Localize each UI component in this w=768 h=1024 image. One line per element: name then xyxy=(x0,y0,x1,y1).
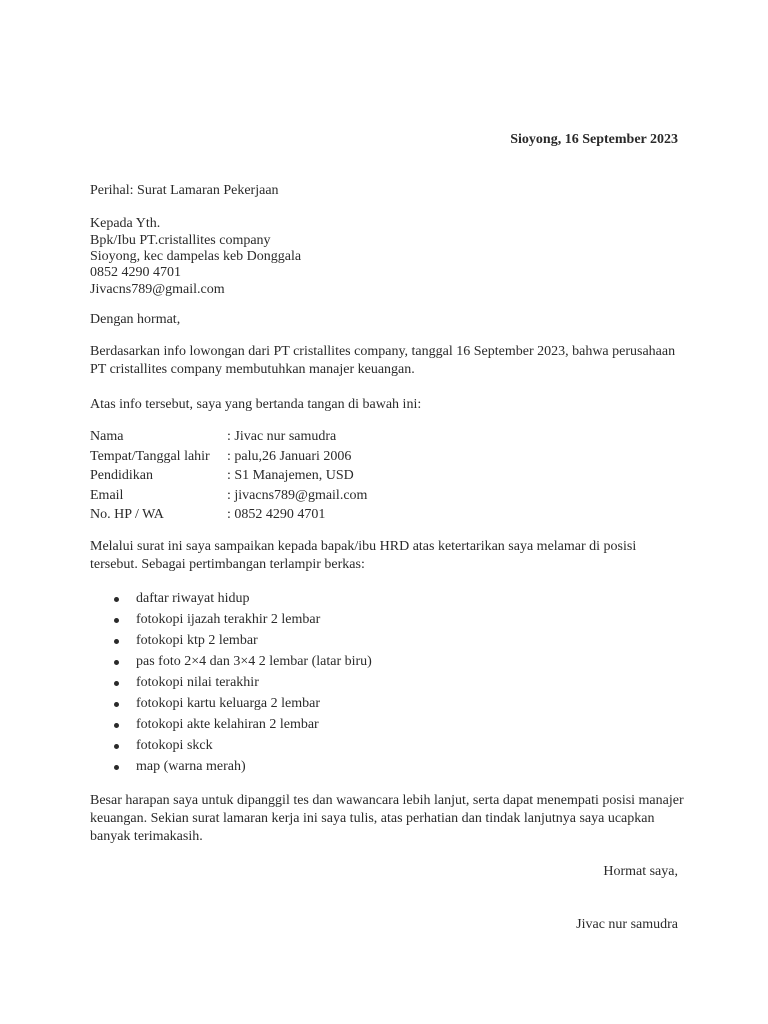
list-item-text: fotokopi ijazah terakhir 2 lembar xyxy=(136,612,321,627)
identity-label: Pendidikan xyxy=(90,468,153,483)
list-item xyxy=(90,737,372,758)
identity-value: : S1 Manajemen, USD xyxy=(227,468,354,483)
identity-label: No. HP / WA xyxy=(90,507,164,522)
identity-value: : jivacns789@gmail.com xyxy=(227,488,368,503)
list-item xyxy=(90,758,372,779)
bullet-icon xyxy=(114,765,119,770)
recipient-line: 0852 4290 4701 xyxy=(90,265,181,280)
list-item-text: fotokopi skck xyxy=(136,738,213,753)
list-item-text: map (warna merah) xyxy=(136,759,246,774)
identity-label: Email xyxy=(90,488,124,503)
bullet-icon xyxy=(114,702,119,707)
bullet-icon xyxy=(114,681,119,686)
list-item-text: fotokopi nilai terakhir xyxy=(136,675,259,690)
recipient-line: Sioyong, kec dampelas keb Donggala xyxy=(90,249,302,264)
identity-value: : Jivac nur samudra xyxy=(227,429,337,444)
attachment-list xyxy=(90,590,372,779)
bullet-icon xyxy=(114,723,119,728)
list-item-text: pas foto 2×4 dan 3×4 2 lembar (latar biru) xyxy=(136,654,372,669)
paragraph-intro: Berdasarkan info lowongan dari PT cristallites company, tanggal 16 September 2023, bahwa perusahaan PT cristallites company membutuhkan manajer keuangan. xyxy=(90,344,676,377)
list-item-text: daftar riwayat hidup xyxy=(136,591,250,606)
recipient-line: Jivacns789@gmail.com xyxy=(90,282,225,297)
recipient-line: Kepada Yth. xyxy=(90,216,161,231)
list-item xyxy=(90,653,372,674)
bullet-icon xyxy=(114,618,119,623)
list-item xyxy=(90,695,372,716)
bullet-icon xyxy=(114,744,119,749)
list-item-text: fotokopi akte kelahiran 2 lembar xyxy=(136,717,319,732)
list-item xyxy=(90,611,372,632)
bullet-icon xyxy=(114,639,119,644)
list-item xyxy=(90,674,372,695)
identity-value: : 0852 4290 4701 xyxy=(227,507,326,522)
list-item xyxy=(90,590,372,611)
list-item-text: fotokopi kartu keluarga 2 lembar xyxy=(136,696,321,711)
recipient-line: Bpk/Ibu PT.cristallites company xyxy=(90,233,271,248)
list-item xyxy=(90,632,372,653)
place-date: Sioyong, 16 September 2023 xyxy=(510,132,678,147)
subject-line: Perihal: Surat Lamaran Pekerjaan xyxy=(90,183,279,198)
identity-label: Tempat/Tanggal lahir xyxy=(90,449,210,464)
list-item xyxy=(90,716,372,737)
list-item-text: fotokopi ktp 2 lembar xyxy=(136,633,258,648)
paragraph-closing: Besar harapan saya untuk dipanggil tes dan wawancara lebih lanjut, serta dapat menempati posisi manajer keuangan. Sekian surat lamaran kerja ini saya tulis, atas perhatian dan tindak lanjutnya saya ucapkan banyak terimakasih. xyxy=(90,793,684,844)
greeting: Dengan hormat, xyxy=(90,312,181,327)
bullet-icon xyxy=(114,597,119,602)
identity-value: : palu,26 Januari 2006 xyxy=(227,449,352,464)
signature-name: Jivac nur samudra xyxy=(576,917,678,932)
paragraph-undersigned: Atas info tersebut, saya yang bertanda tangan di bawah ini: xyxy=(90,397,422,412)
identity-label: Nama xyxy=(90,429,124,444)
closing-salutation: Hormat saya, xyxy=(603,864,678,879)
bullet-icon xyxy=(114,660,119,665)
paragraph-attachments-intro: Melalui surat ini saya sampaikan kepada bapak/ibu HRD atas ketertarikan saya melamar di posisi tersebut. Sebagai pertimbangan terlampir berkas: xyxy=(90,539,637,572)
